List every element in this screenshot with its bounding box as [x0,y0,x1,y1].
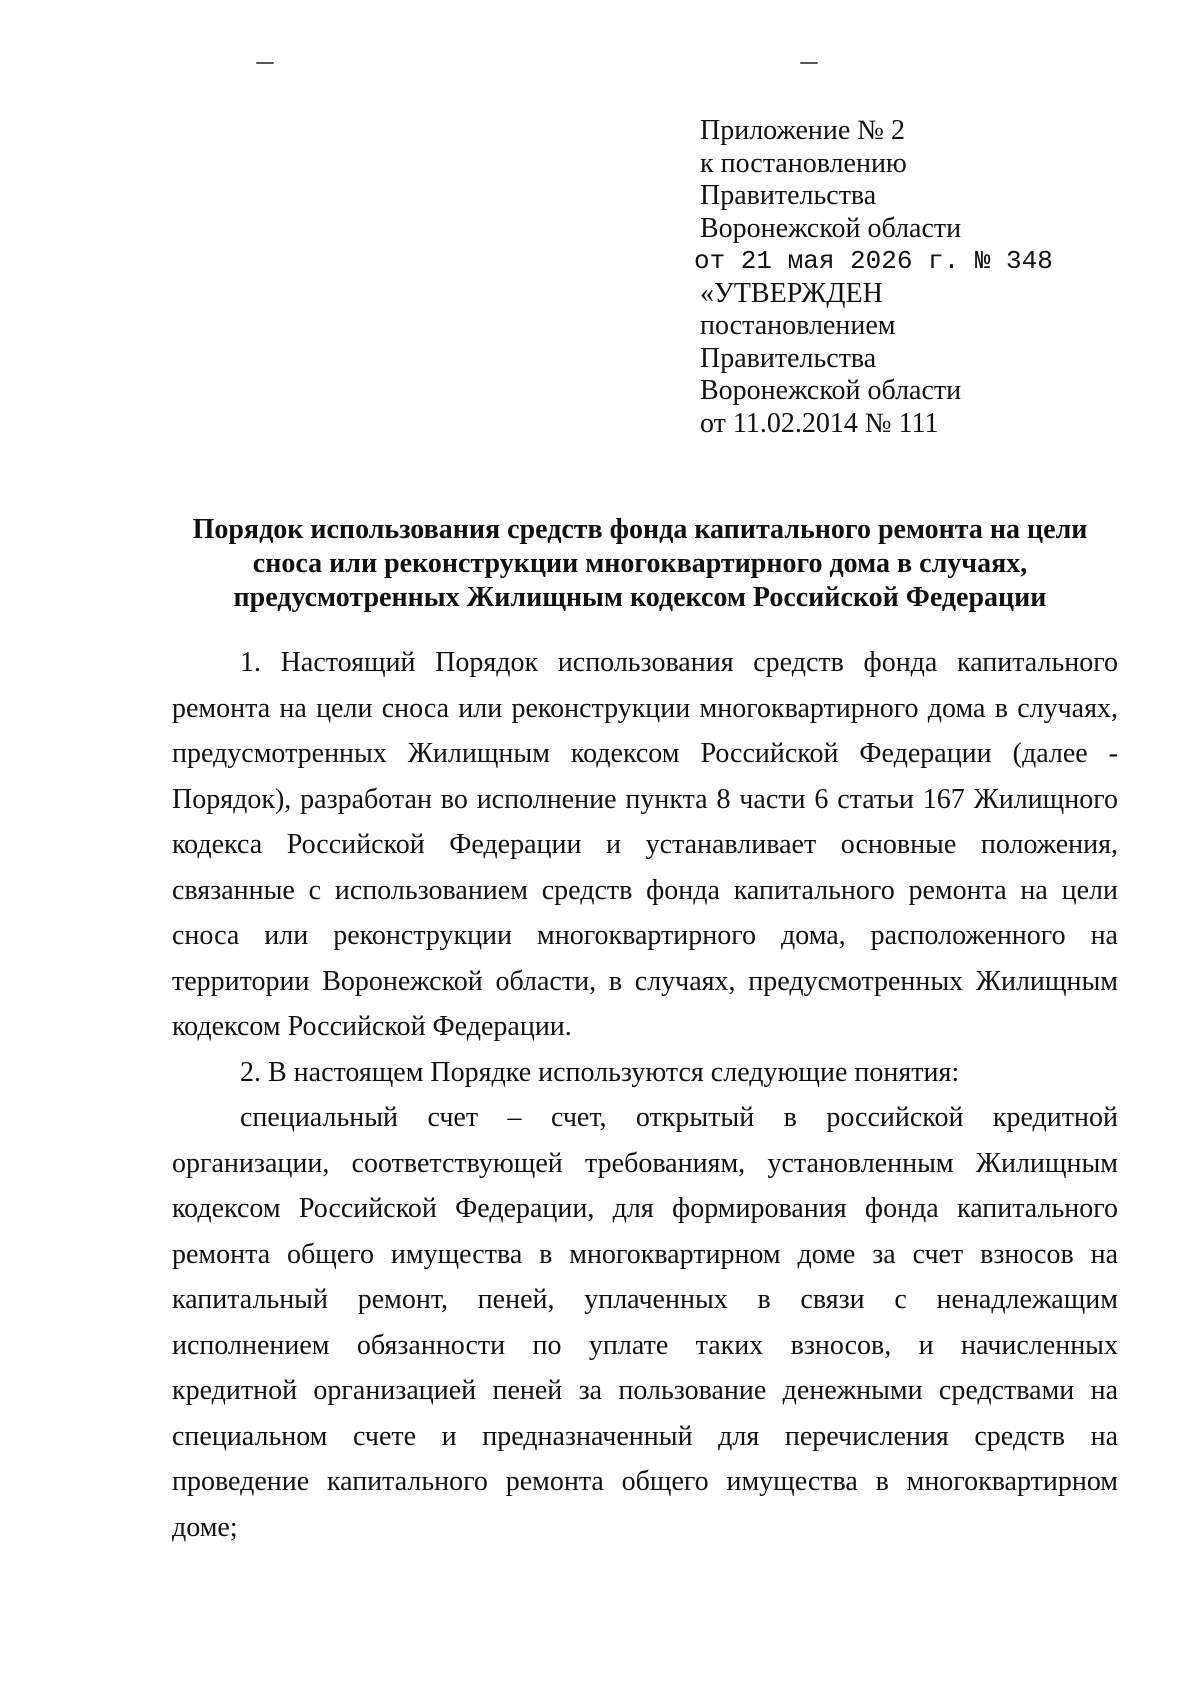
text-line: специальный счет – счет, открытый в российской кредитной [240,1102,1118,1133]
document-body [172,640,1118,1550]
approval-line: Воронежской области [700,212,962,244]
text-line: проведение капитального ремонта общего имущества в многоквартирном [172,1466,1118,1497]
approval-line: к постановлению [700,147,907,179]
title-line: сноса или реконструкции многоквартирного дома в случаях, [252,548,1028,579]
paragraph-2 [172,1050,1118,1096]
title-line: предусмотренных Жилищным кодексом Российской Федерации [233,582,1047,613]
approval-line: Воронежской области [700,375,962,406]
text-line: кредитной организацией пеней за пользование денежными средствами на [172,1375,1118,1406]
approval-block [694,115,1140,440]
title-line: Порядок использования средств фонда капитального ремонта на цели [192,514,1088,545]
text-line: территории Воронежской области, в случаях, предусмотренных Жилищным [172,965,1118,997]
paragraph-1 [172,640,1118,1050]
approval-line: от 11.02.2014 № 111 [700,407,939,439]
text-line: кодекса Российской Федерации и устанавливает основные положения, [172,829,1118,860]
document-title [170,513,1110,615]
scan-mark [800,62,818,64]
text-line: ремонта на цели сноса или реконструкции многоквартирного дома в случаях, [172,692,1118,724]
approval-line: Правительства [700,180,877,211]
approval-date-number: от 21 мая 2026 г. № 348 [694,246,1053,276]
text-line: сноса или реконструкции многоквартирного дома, расположенного на [172,920,1118,951]
approval-line: Приложение № 2 [700,115,905,146]
text-line: связанные с использованием средств фонда капитального ремонта на цели [172,874,1118,906]
text-line: исполнением обязанности по уплате таких взносов, и начисленных [172,1329,1118,1361]
text-line: Порядок), разработан во исполнение пункта 8 части 6 статьи 167 Жилищного [172,783,1118,815]
text-line: капитальный ремонт, пеней, уплаченных в связи с ненадлежащим [172,1284,1118,1315]
text-line: 1. Настоящий Порядок использования средств фонда капитального [240,647,1118,678]
paragraph-3 [172,1095,1118,1550]
approval-line: «УТВЕРЖДЕН [700,277,883,309]
text-line: ремонта общего имущества в многоквартирном доме за счет взносов на [172,1238,1118,1270]
text-line: предусмотренных Жилищным кодексом Российской Федерации (далее - [172,738,1118,769]
approval-line: постановлением [700,310,896,341]
text-line: кодексом Российской Федерации. [172,1011,572,1042]
scan-mark [256,62,274,64]
text-line: организации, соответствующей требованиям, установленным Жилищным [172,1147,1118,1179]
text-line: 2. В настоящем Порядке используются следующие понятия: [240,1056,960,1088]
text-line: кодексом Российской Федерации, для формирования фонда капитального [172,1193,1118,1224]
text-line: доме; [172,1511,238,1543]
approval-line: Правительства [700,342,877,374]
text-line: специальном счете и предназначенный для перечисления средств на [172,1420,1118,1452]
